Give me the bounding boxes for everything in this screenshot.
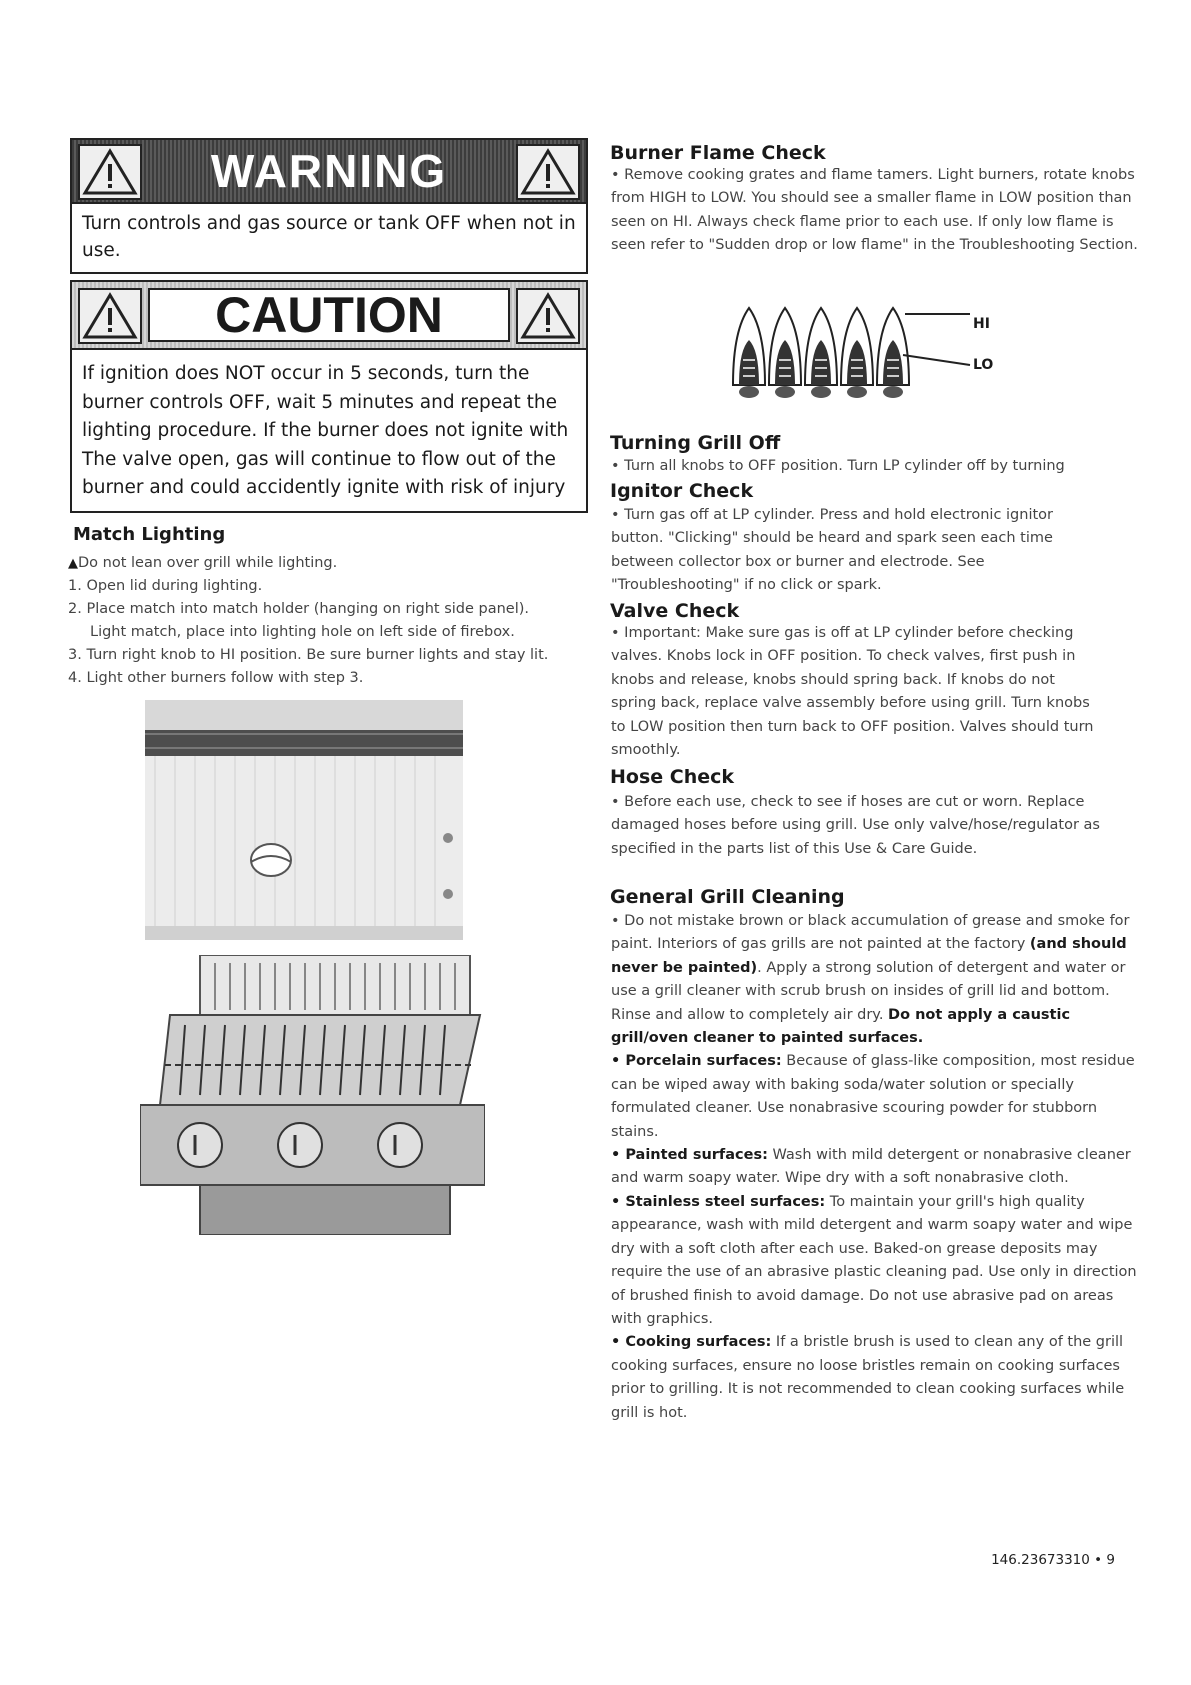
ignitor-check-text: • Turn gas off at LP cylinder. Press and hold electronic ignitor button. "Clicking" should be heard and spark seen each time between collector box or burner and electrode. See "Troubleshooting" if no click or spark. (611, 507, 1053, 594)
stainless-text: To maintain your grill's high quality appearance, wash with mild detergent and warm soapy water and wipe dry with a soft cloth after each use. Baked-on grease deposits may require the use of an abrasive plastic cleaning pad. Use only in direction of brushed finish to avoid damage. Do not use abrasive pad on areas with graphics. (611, 1193, 1137, 1327)
match-lighting-heading: Match Lighting (73, 524, 226, 545)
warning-box (70, 138, 588, 274)
burner-flame-check-heading: Burner Flame Check (610, 142, 826, 164)
flame-diagram (725, 300, 990, 415)
burner-flame-check-text: • Remove cooking grates and flame tamers. Light burners, rotate knobs from HIGH to LOW. You should see a smaller flame in LOW position than seen on HI. Always check flame prior to each use. If only low flame is seen refer to "Sudden drop or low flame" in the Troubleshooting Section. (611, 167, 1138, 254)
porcelain-label: • Porcelain surfaces: (611, 1053, 782, 1070)
turning-grill-off-heading: Turning Grill Off (610, 432, 781, 454)
ignitor-check-heading: Ignitor Check (610, 480, 754, 502)
hose-check-heading: Hose Check (610, 766, 735, 788)
valve-check-heading: Valve Check (610, 600, 740, 622)
caution-label: CAUTION (148, 288, 510, 342)
general-cleaning-heading: General Grill Cleaning (610, 886, 845, 908)
warning-triangle-icon (78, 144, 142, 200)
cleaning-intro-emphasis: Do not apply a caustic grill/oven cleaner to painted surfaces. (611, 1006, 1071, 1047)
hose-check-text: • Before each use, check to see if hoses are cut or worn. Replace damaged hoses before using grill. Use only valve/hose/regulator as specified in the parts list of this Use & Care Guide. (611, 794, 1100, 857)
cooking-text: If a bristle brush is used to clean any of the grill cooking surfaces, ensure no loose bristles remain on cooking surfaces prior to grilling. It is not recommended to clean cooking surfaces while grill is hot. (611, 1334, 1125, 1421)
porcelain-text: Because of glass-like composition, most residue can be wiped away with baking soda/water solution or specially formulated cleaner. Use nonabrasive scouring powder for stubborn stains. (611, 1053, 1135, 1140)
match-lighting-step: 2. Place match into match holder (hanging on right side panel). (68, 601, 530, 617)
warning-text: Turn controls and gas source or tank OFF when not in use. (82, 213, 576, 261)
general-cleaning-body (611, 910, 1141, 1425)
match-lighting-step: 4. Light other burners follow with step 3. (68, 670, 364, 686)
cooking-item (611, 1331, 1141, 1425)
caution-banner (72, 282, 586, 350)
caution-triangle-icon (516, 288, 580, 344)
caution-text: If ignition does NOT occur in 5 seconds, turn the burner controls OFF, wait 5 minutes and repeat the lighting procedure. If the burner does not ignite with The valve open, gas will continue to flow out of the burner and could accidently ignite with risk of injury (82, 363, 569, 498)
cleaning-intro-text: . Apply a strong solution of detergent and water or use a grill cleaner with scrub brush on insides of grill lid and bottom. Rinse and allow to completely air dry. (611, 959, 1126, 1023)
painted-label: • Painted surfaces: (611, 1147, 768, 1164)
match-lighting-step: Light match, place into lighting hole on left side of firebox. (90, 624, 515, 640)
side-panel-illustration (145, 700, 463, 940)
turning-grill-off-text: • Turn all knobs to OFF position. Turn LP cylinder off by turning (611, 458, 1065, 474)
cleaning-intro (611, 910, 1141, 1050)
cooking-label: • Cooking surfaces: (611, 1334, 772, 1351)
stainless-item (611, 1191, 1141, 1331)
porcelain-item (611, 1050, 1141, 1144)
caution-triangle-icon (78, 288, 142, 344)
warning-triangle-icon (516, 144, 580, 200)
warning-banner (72, 140, 586, 204)
painted-item (611, 1144, 1141, 1191)
match-lighting-warning-text: Do not lean over grill while lighting. (78, 555, 338, 571)
caution-box (70, 280, 588, 513)
warning-label: WARNING (210, 145, 448, 197)
flame-hi-label: HI (973, 316, 990, 332)
match-lighting-warning (68, 555, 337, 571)
match-lighting-step: 1. Open lid during lighting. (68, 578, 263, 594)
warning-triangle-icon: ▲ (68, 556, 78, 571)
valve-check-text: • Important: Make sure gas is off at LP cylinder before checking valves. Knobs lock in OFF position. To check valves, first push in knobs and release, knobs should spring back. If knobs do not spring back, replace valve assembly before using grill. Turn knobs to LOW position then turn back to OFF position. Valves should turn smoothly. (611, 625, 1094, 759)
cleaning-intro-text: • Do not mistake brown or black accumulation of grease and smoke for paint. Interiors of gas grills are not painted at the factory (611, 913, 1130, 953)
page-number: 146.23673310 • 9 (991, 1552, 1115, 1568)
match-lighting-step: 3. Turn right knob to HI position. Be sure burner lights and stay lit. (68, 647, 549, 663)
stainless-label: • Stainless steel surfaces: (611, 1193, 826, 1210)
grill-illustration (140, 955, 485, 1235)
cleaning-intro-emphasis: (and should never be painted) (611, 936, 1127, 976)
flame-lo-label: LO (973, 357, 994, 373)
painted-text: Wash with mild detergent or nonabrasive cleaner and warm soapy water. Wipe dry with a soft nonabrasive cloth. (611, 1147, 1131, 1187)
